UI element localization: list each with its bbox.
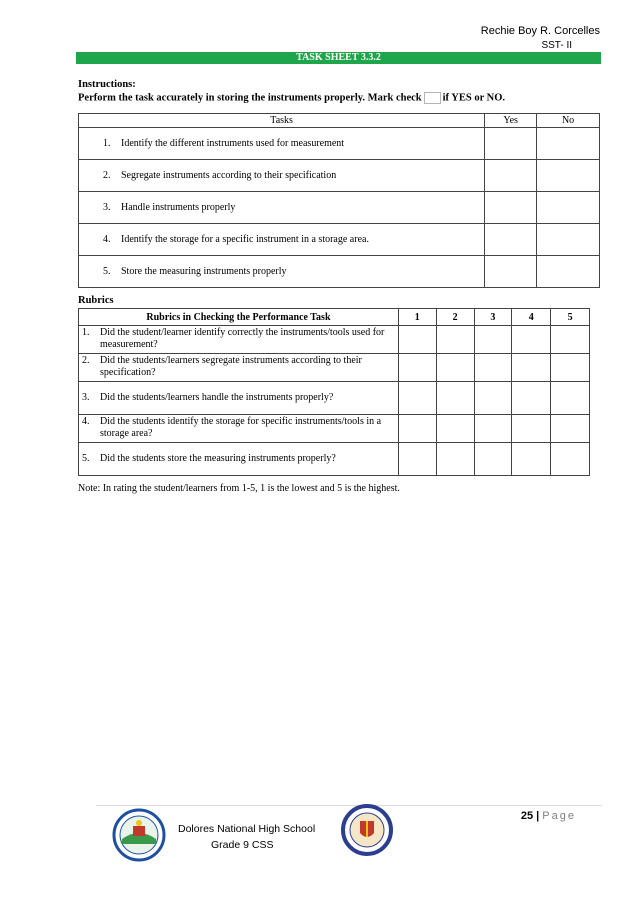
grade-label: Grade 9 CSS: [211, 839, 274, 851]
task-cell: [79, 128, 485, 160]
score-cell[interactable]: [436, 382, 474, 415]
rubric-number: 3.: [82, 392, 90, 403]
task-row: [79, 192, 600, 224]
score-4-header: 4: [512, 309, 551, 326]
rubric-text: Did the student/learner identify correctly the instruments/tools used for measurement?: [100, 327, 385, 350]
rubrics-header-row: [79, 309, 590, 326]
score-cell[interactable]: [398, 443, 436, 476]
no-header: No: [537, 114, 600, 128]
instructions-text: [78, 92, 505, 105]
rubric-number: 1.: [82, 327, 90, 338]
score-cell[interactable]: [512, 326, 551, 354]
score-cell[interactable]: [474, 382, 512, 415]
rubric-text: Did the students identify the storage for specific instruments/tools in a storage area?: [100, 416, 382, 439]
score-cell[interactable]: [551, 326, 590, 354]
score-cell[interactable]: [512, 443, 551, 476]
yes-cell[interactable]: [485, 160, 537, 192]
author-name: Rechie Boy R. Corcelles: [480, 25, 600, 37]
page-separator: |: [536, 810, 540, 822]
rubric-row: [79, 354, 590, 382]
rubric-cell: [79, 415, 399, 443]
rubric-cell: [79, 354, 399, 382]
score-cell[interactable]: [436, 443, 474, 476]
task-text: Store the measuring instruments properly: [121, 266, 287, 277]
score-cell[interactable]: [474, 326, 512, 354]
instructions-text-before: Perform the task accurately in storing the instruments properly. Mark check: [78, 91, 422, 103]
section-label: SST- II: [541, 40, 572, 51]
rubric-cell: [79, 443, 399, 476]
yes-cell[interactable]: [485, 256, 537, 288]
rating-note: Note: In rating the student/learners from 1-5, 1 is the lowest and 5 is the highest.: [78, 483, 400, 494]
deped-seal-logo: [341, 804, 393, 856]
score-3-header: 3: [474, 309, 512, 326]
task-cell: [79, 192, 485, 224]
tasks-header-row: [79, 114, 600, 128]
rubric-row: [79, 382, 590, 415]
task-row: [79, 160, 600, 192]
rubrics-title: Rubrics: [78, 295, 114, 306]
score-cell[interactable]: [436, 415, 474, 443]
score-cell[interactable]: [398, 382, 436, 415]
score-cell[interactable]: [512, 382, 551, 415]
score-cell[interactable]: [474, 354, 512, 382]
score-5-header: 5: [551, 309, 590, 326]
score-cell[interactable]: [551, 382, 590, 415]
score-cell[interactable]: [474, 443, 512, 476]
instructions: [78, 79, 505, 104]
page-number-value: 25: [520, 810, 534, 822]
task-number: 1.: [103, 138, 111, 149]
task-text: Identify the storage for a specific instrument in a storage area.: [121, 234, 369, 245]
score-cell[interactable]: [512, 415, 551, 443]
yes-cell[interactable]: [485, 192, 537, 224]
score-2-header: 2: [436, 309, 474, 326]
page-number: [521, 810, 576, 822]
rubric-cell: [79, 382, 399, 415]
rubric-row: [79, 415, 590, 443]
task-number: 2.: [103, 170, 111, 181]
rubric-number: 2.: [82, 355, 90, 366]
score-cell[interactable]: [398, 326, 436, 354]
rubric-text: Did the students/learners segregate instruments according to their specification?: [100, 355, 362, 378]
rubrics-table: [78, 308, 590, 476]
task-number: 5.: [103, 266, 111, 277]
yes-cell[interactable]: [485, 224, 537, 256]
score-cell[interactable]: [436, 326, 474, 354]
page-word: Page: [542, 810, 576, 822]
rubric-text: Did the students store the measuring instruments properly?: [100, 453, 336, 464]
task-text: Identify the different instruments used for measurement: [121, 138, 345, 149]
no-cell[interactable]: [537, 224, 600, 256]
yes-cell[interactable]: [485, 128, 537, 160]
score-cell[interactable]: [512, 354, 551, 382]
rubrics-criteria-header: Rubrics in Checking the Performance Task: [79, 309, 399, 326]
task-row: [79, 128, 600, 160]
rubric-row: [79, 443, 590, 476]
tasks-table: [78, 113, 600, 288]
score-cell[interactable]: [474, 415, 512, 443]
task-row: [79, 224, 600, 256]
instructions-text-after: if YES or NO.: [442, 91, 506, 103]
no-cell[interactable]: [537, 192, 600, 224]
score-cell[interactable]: [398, 415, 436, 443]
no-cell[interactable]: [537, 256, 600, 288]
score-1-header: 1: [398, 309, 436, 326]
task-cell: [79, 256, 485, 288]
task-number: 4.: [103, 234, 111, 245]
score-cell[interactable]: [551, 443, 590, 476]
instructions-label: Instructions:: [78, 79, 136, 90]
rubric-row: [79, 326, 590, 354]
check-mark-icon: [424, 92, 441, 104]
task-cell: [79, 224, 485, 256]
yes-header: Yes: [485, 114, 537, 128]
task-text: Segregate instruments according to their specification: [121, 170, 337, 181]
rubric-cell: [79, 326, 399, 354]
rubric-number: 5.: [82, 453, 90, 464]
tasks-header: Tasks: [79, 114, 485, 128]
no-cell[interactable]: [537, 128, 600, 160]
no-cell[interactable]: [537, 160, 600, 192]
task-cell: [79, 160, 485, 192]
school-seal-logo: [112, 808, 166, 862]
school-name: Dolores National High School: [178, 823, 316, 835]
task-sheet-title: TASK SHEET 3.3.2: [76, 52, 601, 64]
rubric-text: Did the students/learners handle the instruments properly?: [100, 392, 334, 403]
score-cell[interactable]: [551, 354, 590, 382]
task-number: 3.: [103, 202, 111, 213]
score-cell[interactable]: [398, 354, 436, 382]
task-text: Handle instruments properly: [121, 202, 236, 213]
score-cell[interactable]: [436, 354, 474, 382]
rubric-number: 4.: [82, 416, 90, 427]
score-cell[interactable]: [551, 415, 590, 443]
task-row: [79, 256, 600, 288]
